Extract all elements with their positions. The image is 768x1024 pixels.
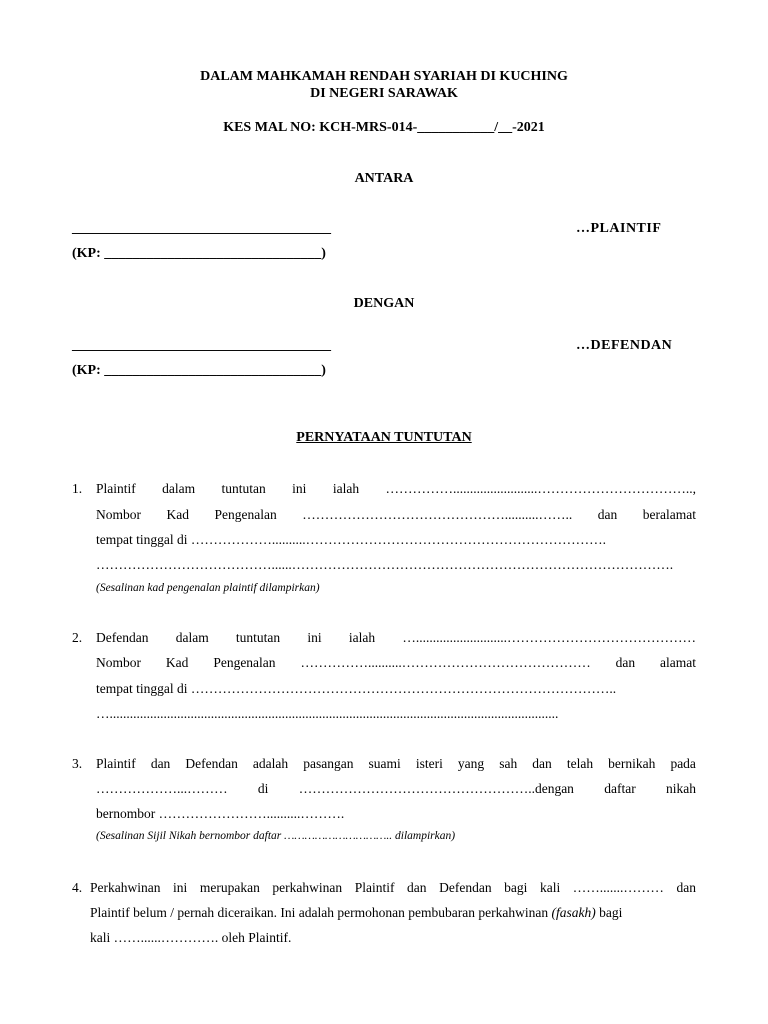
word: Nombor — [96, 507, 141, 522]
p2-line-2 — [96, 655, 696, 671]
p4-line-2-pre: Plaintif belum / pernah diceraikan. Ini adalah permohonan pembubaran perkahwinan — [90, 905, 552, 920]
word: isteri — [415, 756, 443, 771]
p3-note: (Sesalinan Sijil Nikah bernombor daftar ………………………….. dilampirkan) — [96, 830, 456, 842]
p1-line-2 — [96, 507, 696, 523]
p1-line-4: …………………………………......…………………………………………………………………………. — [96, 557, 674, 572]
word: dan — [150, 756, 171, 771]
plaintiff-kp: (KP: _______________________________) — [72, 246, 326, 261]
plaintiff-role: …PLAINTIF — [576, 221, 662, 236]
p2-line-4: …..................................................................................................................................... — [96, 706, 559, 721]
p2-line-1 — [96, 630, 696, 646]
word: …...........................…………………………………… — [402, 630, 696, 645]
paragraph-number: 2. — [72, 630, 83, 645]
antara-heading: ANTARA — [354, 171, 414, 186]
word: telah — [566, 756, 594, 771]
plaintiff-name-line: _____________________________________ — [72, 221, 331, 236]
case-number: KES MAL NO: KCH-MRS-014-___________/__-2021 — [223, 120, 545, 135]
word: dan — [676, 880, 696, 895]
p1-line-1 — [96, 481, 696, 497]
word: ini — [307, 630, 322, 645]
p4-line-3: kali ……......…………. oleh Plaintif. — [90, 930, 292, 945]
word: Kad — [165, 655, 189, 670]
word: …….......……… — [572, 880, 664, 895]
word: ……………………………………………..dengan — [298, 781, 574, 796]
word: ………………………………………..........…….. — [302, 507, 573, 522]
word: alamat — [660, 655, 696, 670]
p4-line-2-post: bagi — [595, 905, 623, 920]
court-title: DALAM MAHKAMAH RENDAH SYARIAH DI KUCHING — [200, 69, 568, 84]
paragraph-number: 4. — [72, 880, 83, 895]
paragraph-number: 1. — [72, 481, 83, 496]
word: yang — [457, 756, 485, 771]
word: Pengenalan — [214, 507, 277, 522]
word: Pengenalan — [213, 655, 276, 670]
p4-line-1 — [90, 880, 696, 896]
word: perkahwinan — [272, 880, 343, 895]
p2-line-3: tempat tinggal di ………………………………………………………………………………….. — [96, 681, 617, 696]
word: Perkahwinan — [90, 880, 161, 895]
p4-line-2 — [90, 905, 696, 921]
word: Plaintif — [96, 756, 136, 771]
word: Kad — [166, 507, 189, 522]
word: pada — [670, 756, 696, 771]
p3-line-3: bernombor ……………………..........………. — [96, 806, 345, 821]
word: bernikah — [608, 756, 656, 771]
defendant-kp: (KP: _______________________________) — [72, 363, 326, 378]
court-state: DI NEGERI SARAWAK — [310, 86, 458, 101]
word: ini — [292, 481, 307, 496]
word: dalam — [175, 630, 209, 645]
word: ialah — [348, 630, 376, 645]
section-title: PERNYATAAN TUNTUTAN — [296, 430, 472, 445]
word: …………….........................…………………………….., — [385, 481, 696, 496]
word: dalam — [162, 481, 196, 496]
word: ialah — [332, 481, 360, 496]
word: beralamat — [642, 507, 696, 522]
word: nikah — [665, 781, 696, 796]
word: ………………...……… — [96, 781, 228, 796]
word: kali — [539, 880, 561, 895]
word: merupakan — [199, 880, 260, 895]
p3-line-1 — [96, 756, 696, 772]
word: pasangan — [303, 756, 354, 771]
word: daftar — [604, 781, 636, 796]
word: Defendan — [96, 630, 149, 645]
word: Defendan — [439, 880, 492, 895]
word: tuntutan — [235, 630, 281, 645]
word: dan — [615, 655, 636, 670]
word: ini — [173, 880, 188, 895]
dengan-heading: DENGAN — [353, 296, 415, 311]
word: dan — [532, 756, 552, 771]
word: ……………..........…………………………………… — [300, 655, 591, 670]
p1-note: (Sesalinan kad pengenalan plaintif dilampirkan) — [96, 582, 320, 594]
word: sah — [499, 756, 518, 771]
word: di — [257, 781, 269, 796]
word: Plaintif — [96, 481, 136, 496]
defendant-name-line: _____________________________________ — [72, 338, 331, 353]
paragraph-number: 3. — [72, 756, 83, 771]
p3-line-2 — [96, 781, 696, 797]
p1-line-3: tempat tinggal di ………………..........…………………………………………………………. — [96, 532, 606, 547]
word: dan — [407, 880, 427, 895]
word: bagi — [504, 880, 528, 895]
word: Nombor — [96, 655, 141, 670]
word: Plaintif — [354, 880, 395, 895]
word: adalah — [252, 756, 289, 771]
p4-fasakh: (fasakh) — [551, 905, 596, 920]
defendant-role: …DEFENDAN — [576, 338, 673, 353]
word: Defendan — [185, 756, 238, 771]
word: suami — [368, 756, 401, 771]
word: dan — [597, 507, 618, 522]
word: tuntutan — [221, 481, 266, 496]
